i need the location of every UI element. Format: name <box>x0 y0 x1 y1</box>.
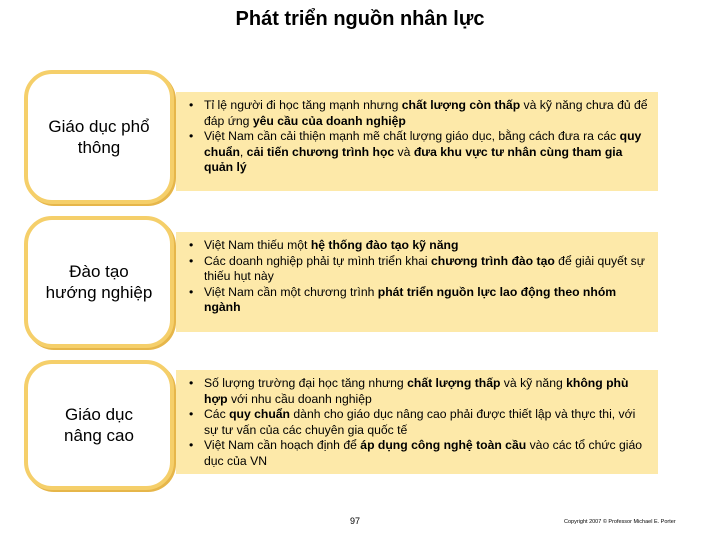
content-box-higher-education <box>176 370 658 474</box>
bullet-item <box>184 98 648 129</box>
bullet-text: Việt Nam cần cải thiện mạnh mẽ chất lượng giáo dục, bằng cách đưa ra các <box>204 129 620 144</box>
bullet-text: dành cho giáo dục nâng cao phải được thiết lập và thực thi, với sự tư vấn của các chuyên gia quốc tế <box>204 407 636 437</box>
bullet-text: và kỹ năng chưa đủ để đáp ứng <box>204 98 648 128</box>
bullet-text: , <box>239 144 247 159</box>
bullet-list <box>184 376 648 470</box>
category-label-line-1: Đào tạo <box>69 262 129 281</box>
category-label-line-1: Giáo dục <box>64 405 134 424</box>
bullet-text: và <box>394 144 414 159</box>
page-number: 97 <box>350 516 361 526</box>
content-box-general-education <box>176 92 658 191</box>
bullet-item <box>184 129 648 176</box>
category-label-text <box>46 261 153 303</box>
bullet-item <box>184 254 648 285</box>
bullet-text: với nhu cầu doanh nghiệp <box>227 391 372 406</box>
bullet-emphasis-text: yêu cầu của doanh nghiệp <box>252 113 406 128</box>
bullet-emphasis-text: quy chuẩn <box>229 407 291 422</box>
category-label-text <box>48 116 149 158</box>
category-label-line-2: nâng cao <box>64 426 134 445</box>
category-label-text <box>64 404 134 446</box>
bullet-emphasis-text: áp dụng công nghệ toàn cầu <box>360 438 527 453</box>
bullet-emphasis-text: chất lượng thấp <box>407 376 501 390</box>
copyright-notice: Copyright 2007 © Professor Michael E. Porter <box>564 519 676 525</box>
category-label-higher-education <box>24 360 174 490</box>
bullet-text: Các <box>204 407 230 422</box>
bullet-emphasis-text: chất lượng còn thấp <box>401 98 521 112</box>
bullet-emphasis-text: quy chuẩn <box>204 129 642 159</box>
bullet-text: Việt Nam cần một chương trình <box>204 284 378 299</box>
category-label-line-1: Giáo dục phổ <box>48 117 150 136</box>
category-label-line-2: hướng nghiệp <box>45 283 153 302</box>
bullet-text: Tỉ lệ người đi học tăng mạnh nhưng <box>204 98 402 112</box>
bullet-item <box>184 285 648 316</box>
bullet-emphasis-text: phát triển nguồn lực lao động theo nhóm ngành <box>204 284 617 315</box>
bullet-text: Các doanh nghiệp phải tự mình triển khai <box>204 253 431 268</box>
bullet-item <box>184 238 648 254</box>
bullet-emphasis-text: đưa khu vực tư nhân cùng tham gia quản lý <box>204 144 623 175</box>
content-box-vocational-training <box>176 232 658 332</box>
bullet-list <box>184 238 648 316</box>
bullet-text: và kỹ năng <box>500 376 567 390</box>
bullet-emphasis-text: cải tiến chương trình học <box>246 144 395 159</box>
bullet-emphasis-text: không phù hợp <box>204 376 629 406</box>
bullet-item <box>184 438 648 469</box>
bullet-item <box>184 376 648 407</box>
bullet-emphasis-text: hệ thống đào tạo kỹ năng <box>310 238 459 252</box>
bullet-text: để giải quyết sự thiếu hụt này <box>204 253 645 284</box>
category-label-line-2: thông <box>77 138 121 157</box>
bullet-item <box>184 407 648 438</box>
category-label-general-education <box>24 70 174 204</box>
bullet-emphasis-text: chương trình đào tạo <box>431 253 555 268</box>
bullet-text: Việt Nam cần hoạch định để <box>204 438 361 453</box>
category-label-vocational-training <box>24 216 174 348</box>
bullet-text: vào các tổ chức giáo dục của VN <box>204 438 643 468</box>
page-title: Phát triển nguồn nhân lực <box>235 8 485 30</box>
bullet-text: Việt Nam thiếu một <box>204 238 311 252</box>
bullet-text: Số lượng trường đại học tăng nhưng <box>204 376 408 390</box>
bullet-list <box>184 98 648 176</box>
